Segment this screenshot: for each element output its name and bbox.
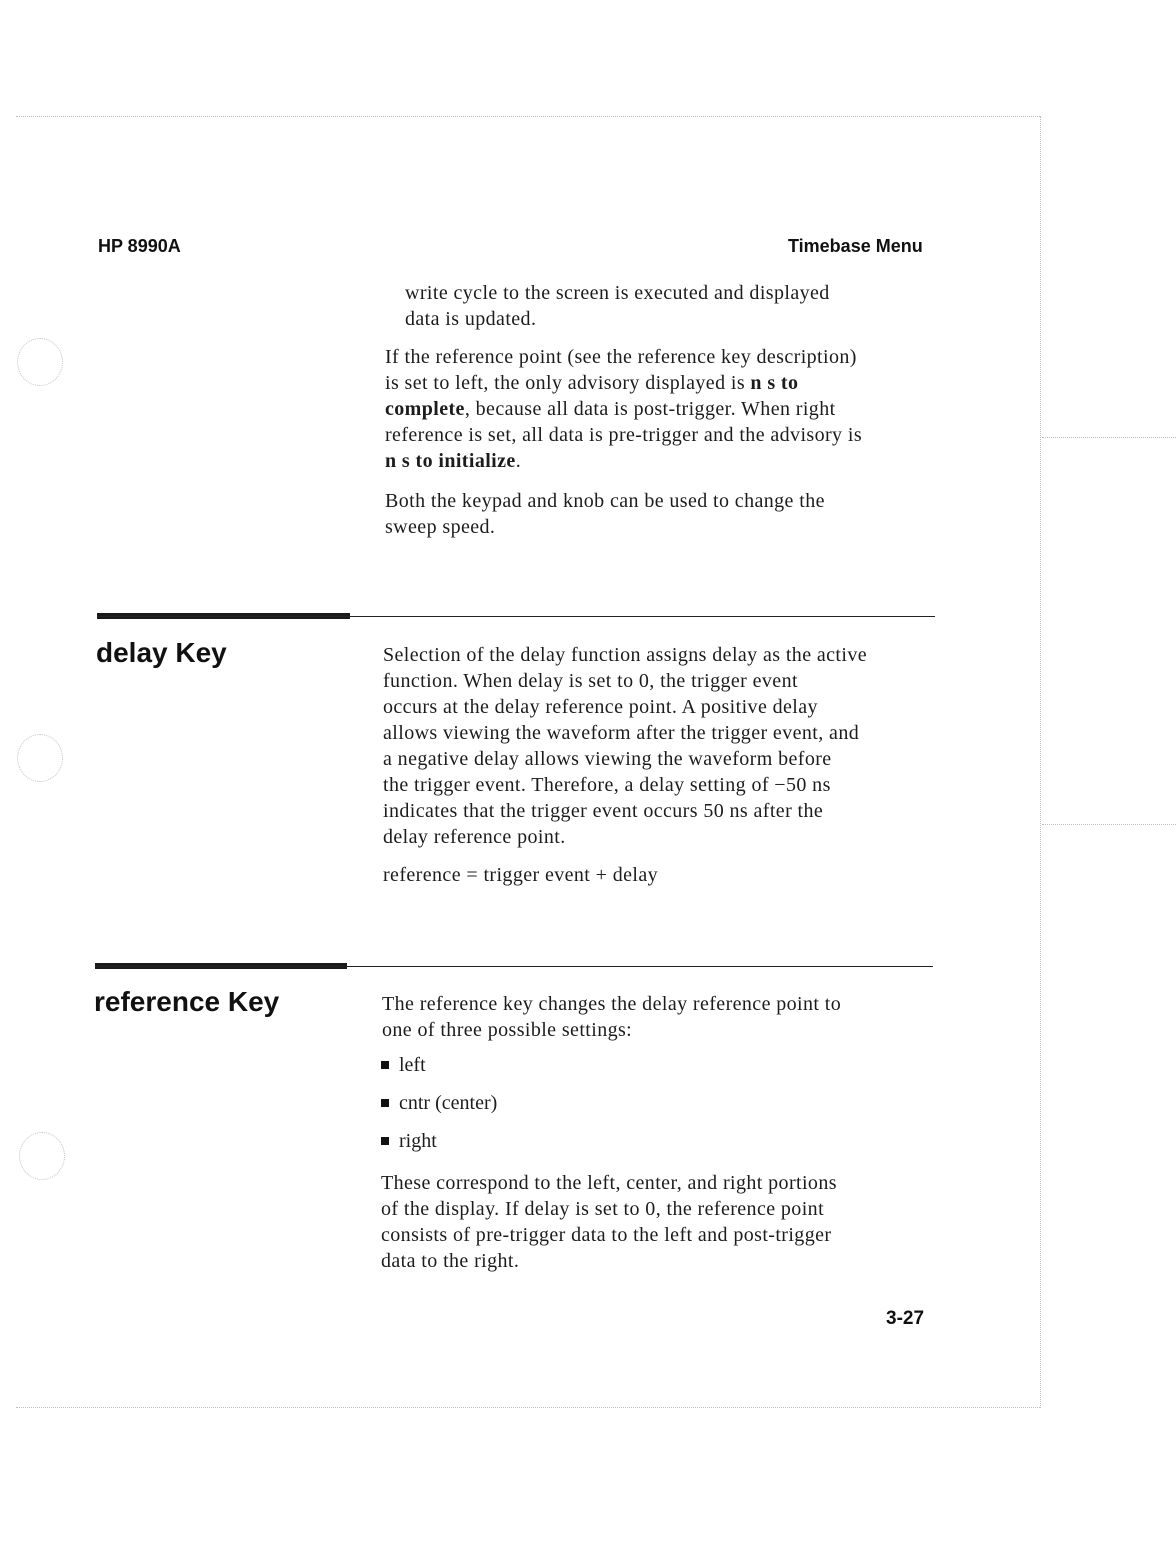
list-item-label: left <box>399 1054 426 1076</box>
advisory-ns-to: n s to <box>750 372 799 394</box>
text-line: occurs at the delay reference point. A positive delay <box>383 696 818 718</box>
text-line <box>385 396 862 422</box>
text-line: write cycle to the screen is executed and displayed <box>405 282 830 304</box>
reference-key-closing <box>381 1170 837 1274</box>
intro-paragraph-sweep <box>385 488 825 540</box>
intro-continuation <box>405 280 830 332</box>
text-line: Selection of the delay function assigns delay as the active <box>383 644 868 666</box>
text-line <box>385 370 862 396</box>
text-line: a negative delay allows viewing the waveform before <box>383 748 832 770</box>
text-line: These correspond to the left, center, and right portions <box>381 1172 837 1194</box>
reference-key-intro <box>382 991 841 1043</box>
scan-right-edge <box>1040 116 1041 1408</box>
binder-hole-middle <box>17 734 63 782</box>
text-line: of the display. If delay is set to 0, the reference point <box>381 1198 825 1220</box>
bullet-square-icon <box>381 1137 389 1145</box>
text-line: If the reference point (see the reference key description) <box>385 346 857 368</box>
text-line: allows viewing the waveform after the trigger event, and <box>383 722 860 744</box>
section-rule-line <box>95 966 933 967</box>
delay-formula: reference = trigger event + delay <box>383 864 659 886</box>
advisory-complete: complete <box>385 398 465 420</box>
section-rule-line <box>97 616 935 617</box>
text-run: , because all data is post-trigger. When right <box>464 398 836 420</box>
delay-key-description <box>383 642 867 850</box>
text-line: data is updated. <box>405 308 537 330</box>
text-line <box>385 448 862 474</box>
text-run: . <box>515 450 522 472</box>
scan-top-edge <box>16 116 1040 117</box>
text-line: Both the keypad and knob can be used to change the <box>385 490 825 512</box>
text-run: is set to left, the only advisory displayed is <box>385 372 751 394</box>
list-item <box>381 1092 497 1115</box>
text-line: The reference key changes the delay reference point to <box>382 993 842 1015</box>
scan-tab-line-2 <box>1042 824 1176 825</box>
text-line: reference is set, all data is pre-trigger and the advisory is <box>385 424 862 446</box>
advisory-initialize: n s to initialize <box>385 450 516 472</box>
delay-key-heading: delay Key <box>96 637 227 668</box>
text-line: one of three possible settings: <box>382 1019 633 1041</box>
text-line: indicates that the trigger event occurs 50 ns after the <box>383 800 824 822</box>
binder-hole-bottom <box>19 1132 65 1180</box>
list-item <box>381 1130 437 1153</box>
text-line: consists of pre-trigger data to the left and post-trigger <box>381 1224 832 1246</box>
list-item-label: cntr (center) <box>399 1092 498 1114</box>
header-section-title: Timebase Menu <box>788 236 923 256</box>
header-product: HP 8990A <box>98 236 181 256</box>
list-item <box>381 1054 426 1077</box>
reference-key-heading: reference Key <box>94 986 280 1017</box>
scan-tab-line-1 <box>1042 437 1176 438</box>
text-line: function. When delay is set to 0, the trigger event <box>383 670 798 692</box>
intro-paragraph-advisory <box>385 344 862 474</box>
bullet-square-icon <box>381 1061 389 1069</box>
text-line: the trigger event. Therefore, a delay setting of −50 ns <box>383 774 831 796</box>
binder-hole-top <box>17 338 63 386</box>
page-number: 3-27 <box>886 1308 925 1329</box>
list-item-label: right <box>399 1130 437 1152</box>
text-line: sweep speed. <box>385 516 496 538</box>
text-line: delay reference point. <box>383 826 566 848</box>
text-line: data to the right. <box>381 1250 520 1272</box>
scan-bottom-edge <box>16 1407 1040 1408</box>
bullet-square-icon <box>381 1099 389 1107</box>
